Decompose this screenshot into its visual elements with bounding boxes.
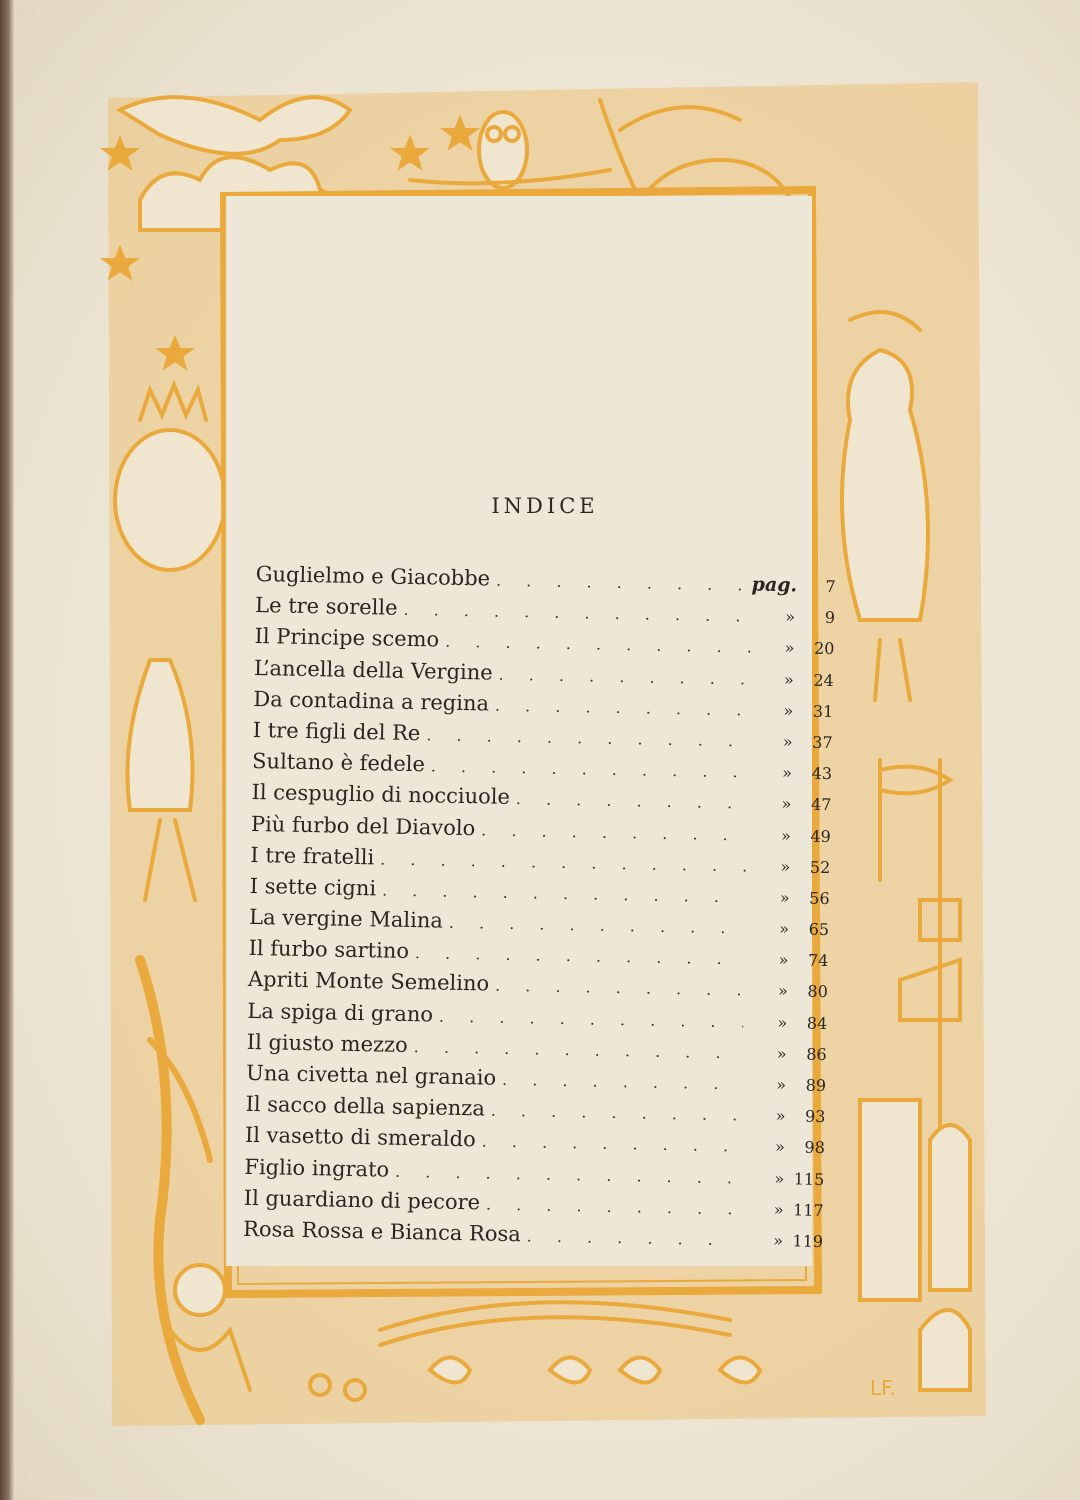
toc-page-number: 117 <box>792 1200 824 1220</box>
toc-entry-title: La vergine Malina <box>248 904 444 933</box>
toc-page-number: 20 <box>813 639 835 659</box>
toc-page-prefix: » <box>785 607 796 627</box>
leader-dots <box>395 1161 740 1187</box>
toc-page-prefix: » <box>783 700 794 721</box>
toc-entry-title: I tre figli del Re <box>252 717 421 746</box>
toc-page-number: 31 <box>812 701 834 721</box>
toc-entry-title: Rosa Rossa e Bianca Rosa <box>242 1216 522 1247</box>
toc-entry-title: Sultano è fedele <box>251 749 426 777</box>
toc-page-prefix: » <box>774 1137 786 1157</box>
table-of-contents <box>243 562 836 1259</box>
toc-entry-title: I tre fratelli <box>250 842 375 870</box>
toc-page-prefix: » <box>776 1043 787 1064</box>
leader-dots <box>414 1037 743 1062</box>
toc-page-number: 49 <box>810 826 832 846</box>
toc-page-prefix: » <box>780 856 791 876</box>
toc-page-number: 86 <box>806 1044 827 1064</box>
toc-page-number: 47 <box>810 795 832 815</box>
toc-entry-title: I sette cigni <box>249 873 377 901</box>
leader-dots <box>382 880 746 906</box>
toc-page-number: 65 <box>808 919 830 940</box>
toc-page-prefix: » <box>782 763 793 783</box>
toc-page-prefix: pag. <box>751 573 798 597</box>
illustrator-monogram: LF. <box>870 1376 896 1400</box>
toc-page-prefix: » <box>779 919 790 939</box>
leader-dots <box>502 1070 742 1094</box>
toc-page-number: 7 <box>825 576 836 597</box>
leader-dots <box>415 943 745 968</box>
toc-entry-title: Il vasetto di smeraldo <box>244 1123 476 1152</box>
toc-entry-title: Guglielmo e Giacobbe <box>255 562 491 591</box>
toc-page-number: 98 <box>804 1138 826 1158</box>
toc-entry-title: Da contadina a regina <box>253 686 490 716</box>
leader-dots <box>380 849 746 875</box>
toc-page-number: 119 <box>792 1231 824 1251</box>
toc-page-number: 89 <box>805 1075 827 1096</box>
leader-dots <box>403 600 751 626</box>
toc-page-prefix: » <box>784 638 795 658</box>
toc-page-prefix: » <box>775 1106 786 1126</box>
toc-entry-title: Una civetta nel granaio <box>245 1060 497 1090</box>
toc-page-prefix: » <box>779 887 790 908</box>
toc-page-number: 93 <box>804 1106 826 1127</box>
leader-dots <box>431 757 749 782</box>
toc-page-prefix: » <box>780 825 792 845</box>
leader-dots <box>482 1132 742 1156</box>
toc-page-prefix: » <box>773 1230 784 1251</box>
toc-page-prefix: » <box>774 1168 785 1188</box>
leader-dots <box>449 913 746 938</box>
leader-dots <box>445 632 751 657</box>
toc-page-number: 24 <box>813 670 835 690</box>
toc-page-number: 37 <box>812 732 833 753</box>
toc-page-number: 74 <box>807 950 829 971</box>
toc-page-number: 43 <box>811 763 833 784</box>
toc-entry-title: Il furbo sartino <box>248 936 410 964</box>
toc-page-number: 9 <box>824 608 836 628</box>
toc-entry-title: Più furbo del Diavolo <box>250 811 476 840</box>
toc-entry-title: Le tre sorelle <box>254 593 398 620</box>
leader-dots <box>516 789 748 812</box>
leader-dots <box>426 725 749 750</box>
toc-page-prefix: » <box>776 1075 787 1095</box>
toc-entry-title: Apriti Monte Semelino <box>247 967 490 996</box>
leader-dots <box>495 976 744 1000</box>
page-title: INDICE <box>491 494 599 518</box>
leader-dots <box>495 695 750 719</box>
toc-page-number: 52 <box>809 857 831 877</box>
leader-dots <box>496 571 752 595</box>
leader-dots <box>491 1101 742 1125</box>
toc-page-number: 80 <box>807 982 829 1002</box>
toc-entry-title: Il guardiano di pecore <box>243 1185 481 1215</box>
toc-page-number: 115 <box>793 1169 825 1189</box>
toc-page-prefix: » <box>783 669 795 689</box>
leader-dots <box>527 1226 740 1249</box>
toc-entry-title: Figlio ingrato <box>244 1154 390 1182</box>
toc-page-prefix: » <box>777 981 789 1001</box>
toc-entry-title: L’ancella della Vergine <box>253 655 493 685</box>
toc-entry-title: Il giusto mezzo <box>246 1029 409 1057</box>
leader-dots <box>439 1006 744 1031</box>
toc-entry-title: Il sacco della sapienza <box>245 1092 486 1121</box>
toc-entry-title: Il cespuglio di nocciuole <box>251 780 511 810</box>
toc-page-prefix: » <box>782 732 793 752</box>
toc-entry-title: Il Principe scemo <box>254 624 440 652</box>
toc-page-number: 84 <box>806 1013 828 1033</box>
leader-dots <box>498 664 750 688</box>
toc-page-prefix: » <box>781 794 792 814</box>
leader-dots <box>481 820 747 844</box>
toc-page-prefix: » <box>773 1199 784 1219</box>
toc-page-number: 56 <box>809 888 830 908</box>
toc-entry-title: La spiga di grano <box>247 998 434 1027</box>
toc-page-prefix: » <box>778 950 789 970</box>
leader-dots <box>486 1194 740 1218</box>
toc-page-prefix: » <box>777 1012 788 1032</box>
